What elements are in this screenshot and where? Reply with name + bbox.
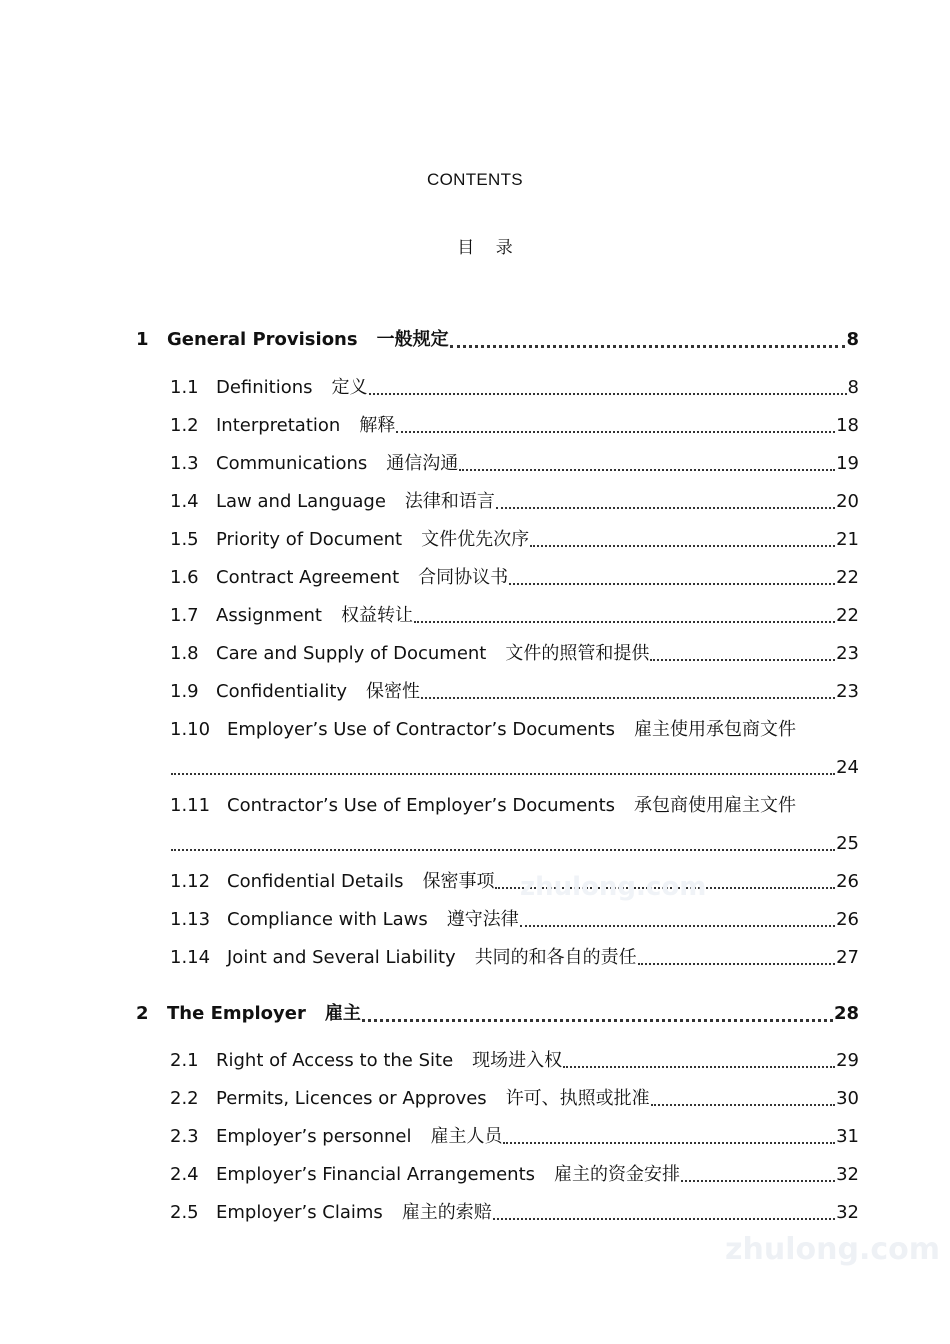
toc-title-zh: 一般规定	[376, 329, 449, 350]
toc-page-number: 8	[846, 329, 859, 350]
toc-entry-1-9[interactable]	[170, 678, 859, 706]
toc-title-en: Communications	[216, 453, 368, 474]
toc-number: 2.4	[170, 1164, 199, 1185]
toc-number: 1.4	[170, 491, 199, 512]
toc-page-number: 23	[836, 681, 859, 702]
toc-entry-1-11-continued[interactable]	[170, 830, 859, 858]
toc-entry-1-8[interactable]	[170, 640, 859, 668]
toc-title-en: Employer’s Financial Arrangements	[216, 1164, 536, 1185]
toc-page-number: 8	[847, 377, 859, 398]
toc-number: 1.5	[170, 529, 199, 550]
toc-page-number: 18	[836, 415, 859, 436]
toc-title-en: Interpretation	[216, 415, 341, 436]
dot-leader	[638, 963, 835, 965]
contents-title: CONTENTS	[427, 170, 523, 189]
toc-entry-2-4[interactable]	[170, 1161, 859, 1189]
toc-title-en: General Provisions	[167, 329, 358, 350]
toc-title-zh: 雇主的资金安排	[554, 1164, 681, 1185]
toc-page-number: 24	[836, 757, 859, 778]
toc-title-zh: 遵守法律	[446, 909, 519, 930]
toc-title-zh: 承包商使用雇主文件	[634, 795, 797, 816]
dot-leader	[450, 345, 846, 348]
toc-title-zh: 文件优先次序	[421, 529, 530, 550]
toc-title-en: Contractor’s Use of Employer’s Documents	[227, 795, 616, 816]
toc-number: 1.12	[170, 871, 211, 892]
toc-entry-1-2[interactable]	[170, 412, 859, 440]
toc-title-zh: 解释	[359, 415, 396, 436]
toc-entry-1-4[interactable]	[170, 488, 859, 516]
toc-page-number: 22	[836, 605, 859, 626]
toc-title-zh: 文件的照管和提供	[505, 643, 650, 664]
toc-number: 1.3	[170, 453, 199, 474]
toc-title-en: Right of Access to the Site	[216, 1050, 454, 1071]
toc-title-en: Care and Supply of Document	[216, 643, 487, 664]
dot-leader	[681, 1180, 835, 1182]
toc-page-number: 28	[833, 1003, 859, 1024]
dot-leader	[650, 659, 835, 661]
toc-number: 2.2	[170, 1088, 199, 1109]
toc-entry-1-3[interactable]	[170, 450, 859, 478]
toc-number: 1.2	[170, 415, 199, 436]
dot-leader	[171, 773, 835, 775]
toc-chapter-2[interactable]	[136, 1000, 859, 1028]
toc-title-zh: 雇主使用承包商文件	[634, 719, 797, 740]
toc-title-zh: 许可、执照或批准	[505, 1088, 650, 1109]
toc-entry-2-2[interactable]	[170, 1085, 859, 1113]
toc-page-number: 26	[836, 871, 859, 892]
toc-entry-2-5[interactable]	[170, 1199, 859, 1227]
dot-leader	[459, 469, 835, 471]
dot-leader	[493, 1218, 835, 1220]
toc-entry-1-11[interactable]	[170, 792, 859, 820]
toc-title-zh: 雇主的索赔	[401, 1202, 492, 1223]
toc-title-en: Employer’s Use of Contractor’s Documents	[227, 719, 616, 740]
toc-chapter-1[interactable]	[136, 326, 859, 354]
toc-page-number: 30	[836, 1088, 859, 1109]
dot-leader	[421, 697, 835, 699]
dot-leader	[171, 849, 835, 851]
toc-title-en: Compliance with Laws	[227, 909, 428, 930]
toc-page-number: 21	[836, 529, 859, 550]
toc-title-zh: 合同协议书	[418, 567, 509, 588]
dot-leader	[503, 1142, 835, 1144]
dot-leader	[509, 583, 835, 585]
toc-number: 1.7	[170, 605, 199, 626]
toc-number: 1.14	[170, 947, 211, 968]
toc-number: 2.5	[170, 1202, 199, 1223]
toc-number: 1.9	[170, 681, 199, 702]
toc-title-zh: 现场进入权	[472, 1050, 563, 1071]
toc-title-zh: 共同的和各自的责任	[474, 947, 637, 968]
toc-page-number: 23	[836, 643, 859, 664]
toc-entry-1-10[interactable]	[170, 716, 859, 744]
toc-title-zh: 保密性	[366, 681, 421, 702]
toc-page-number: 22	[836, 567, 859, 588]
toc-title-zh: 通信沟通	[386, 453, 459, 474]
contents-subtitle: 目 录	[457, 238, 521, 258]
toc-number: 2.3	[170, 1126, 199, 1147]
toc-title-en: Employer’s personnel	[216, 1126, 412, 1147]
toc-number: 1.10	[170, 719, 211, 740]
toc-number: 1	[136, 329, 149, 350]
watermark-text: zhulong.com	[520, 872, 707, 902]
toc-entry-1-12[interactable]	[170, 868, 859, 896]
toc-entry-1-10-continued[interactable]	[170, 754, 859, 782]
toc-title-en: Joint and Several Liability	[227, 947, 456, 968]
toc-title-zh: 法律和语言	[404, 491, 495, 512]
toc-title-en: Definitions	[216, 377, 313, 398]
toc-entry-1-13[interactable]	[170, 906, 859, 934]
dot-leader	[362, 1019, 833, 1022]
dot-leader	[496, 507, 835, 509]
toc-page-number: 20	[836, 491, 859, 512]
watermark-text: zhulong.com	[725, 1232, 940, 1267]
toc-entry-1-7[interactable]	[170, 602, 859, 630]
toc-number: 1.13	[170, 909, 211, 930]
toc-title-zh: 定义	[331, 377, 368, 398]
toc-entry-1-14[interactable]	[170, 944, 859, 972]
toc-title-zh: 权益转让	[340, 605, 413, 626]
toc-entry-1-5[interactable]	[170, 526, 859, 554]
toc-page-number: 26	[836, 909, 859, 930]
toc-title-en: Priority of Document	[216, 529, 403, 550]
toc-entry-1-1[interactable]	[170, 374, 859, 402]
toc-entry-2-3[interactable]	[170, 1123, 859, 1151]
toc-page-number: 19	[836, 453, 859, 474]
dot-leader	[651, 1104, 835, 1106]
toc-title-zh: 保密事项	[422, 871, 495, 892]
toc-title-en: Assignment	[216, 605, 322, 626]
dot-leader	[414, 621, 835, 623]
toc-page-number: 29	[836, 1050, 859, 1071]
toc-entry-1-6[interactable]	[170, 564, 859, 592]
toc-title-en: Employer’s Claims	[216, 1202, 383, 1223]
toc-page-number: 25	[836, 833, 859, 854]
toc-title-en: The Employer	[167, 1003, 306, 1024]
toc-number: 1.11	[170, 795, 211, 816]
toc-number: 1.8	[170, 643, 199, 664]
toc-title-zh: 雇主	[324, 1003, 361, 1024]
toc-title-en: Permits, Licences or Approves	[216, 1088, 487, 1109]
toc-title-en: Confidentiality	[216, 681, 348, 702]
toc-number: 1.6	[170, 567, 199, 588]
toc-number: 1.1	[170, 377, 199, 398]
toc-page-number: 31	[836, 1126, 859, 1147]
dot-leader	[369, 393, 847, 395]
toc-title-en: Contract Agreement	[216, 567, 400, 588]
toc-title-en: Law and Language	[216, 491, 386, 512]
toc-page-number: 27	[836, 947, 859, 968]
toc-number: 2.1	[170, 1050, 199, 1071]
toc-page-number: 32	[836, 1164, 859, 1185]
toc-title-en: Confidential Details	[227, 871, 404, 892]
toc-title-zh: 雇主人员	[430, 1126, 503, 1147]
dot-leader	[396, 431, 835, 433]
dot-leader	[530, 545, 835, 547]
toc-entry-2-1[interactable]	[170, 1047, 859, 1075]
toc-page-number: 32	[836, 1202, 859, 1223]
toc-number: 2	[136, 1003, 149, 1024]
dot-leader	[520, 925, 835, 927]
dot-leader	[563, 1066, 835, 1068]
